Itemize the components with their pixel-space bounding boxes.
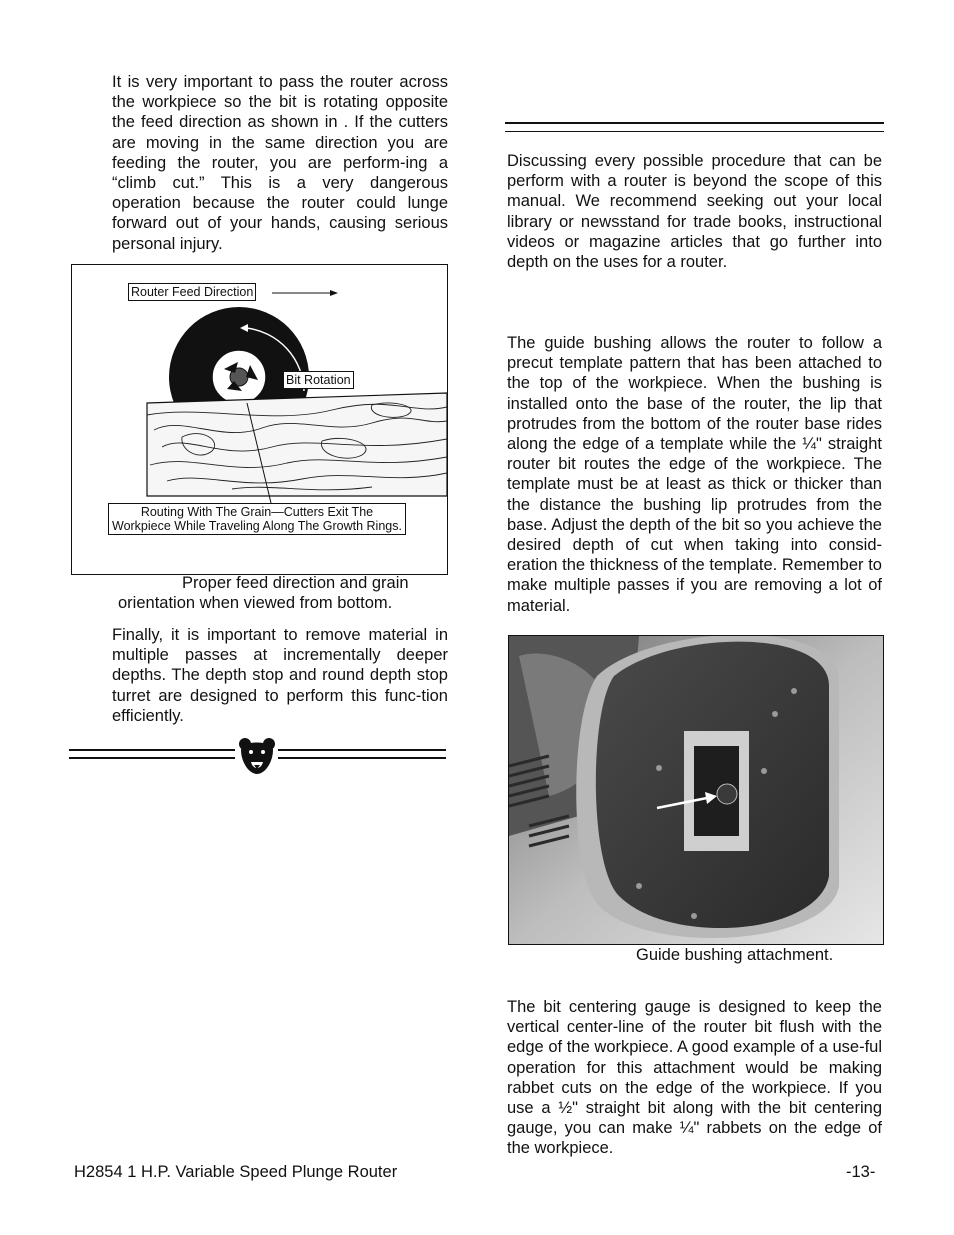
scope-paragraph: Discussing every possible procedure that can be perform with a router is beyond the scope of this manual. We recommend seeking out your local library or newsstand for trade books, instructional videos or magazine articles that go further into depth on the uses for a router.	[507, 152, 882, 272]
figure-caption-line1: Proper feed direction and grain	[182, 574, 409, 592]
divider-left-top	[69, 749, 235, 751]
bit-rotation-label: Bit Rotation	[283, 371, 354, 389]
section-rule-bottom	[505, 131, 884, 132]
feed-direction-paragraph: It is very important to pass the router across the workpiece so the bit is rotating opposite the feed direction as shown in . If the cutters are moving in the same direction you are feeding the router, you are perform-ing a “climb cut.” This is a very dangerous operation because the router could lunge forward out of your hands, causing serious personal injury.	[112, 73, 448, 253]
section-rule-top	[505, 122, 884, 124]
guide-bushing-paragraph: The guide bushing allows the router to follow a precut template pattern that has been attached to the top of the workpiece. When the bushing is installed onto the base of the router, the lip that protrudes from the bottom of the router base rides along the edge of a template while the ¼" straight router bit routes the edge of the workpiece. The template must be at least as thick or thicker than the distance the bushing lip protrudes from the base. Adjust the depth of the bit so you achieve the desired depth of cut when taking into consid-eration the thickness of the template. Remember to make multiple passes if you are removing a lot of material.	[507, 334, 882, 615]
grain-label-line1: Routing With The Grain—Cutters Exit The	[140, 505, 374, 519]
feed-direction-label: Router Feed Direction	[128, 283, 256, 301]
grain-label-line2: Workpiece While Traveling Along The Growth Rings.	[112, 519, 402, 533]
figure-caption-line2: orientation when viewed from bottom.	[118, 594, 393, 612]
grain-label	[108, 503, 406, 535]
footer-title: H2854 1 H.P. Variable Speed Plunge Router	[74, 1163, 398, 1181]
multiple-passes-paragraph: Finally, it is important to remove material in multiple passes at incrementally deeper depths. The depth stop and round depth stop turret are designed to perform this func-tion efficiently.	[112, 626, 448, 725]
divider-right-top	[278, 749, 446, 751]
page-number: -13-	[846, 1163, 876, 1181]
divider-right-bottom	[278, 757, 446, 759]
bit-centering-paragraph: The bit centering gauge is designed to keep the vertical center-line of the router bit flush with the edge of the workpiece. A good example of a use-ful operation for this attachment would be making rabbet cuts on the edge of the workpiece. If you use a ½" straight bit along with the bit centering gauge, you can make ¼" rabbets on the edge of the workpiece.	[507, 998, 882, 1158]
guide-bushing-photo	[508, 635, 884, 945]
feed-direction-figure	[71, 264, 448, 575]
workpiece-board	[147, 393, 447, 496]
bear-head-icon	[237, 736, 277, 776]
photo-caption: Guide bushing attachment.	[636, 946, 834, 964]
divider-left-bottom	[69, 757, 235, 759]
